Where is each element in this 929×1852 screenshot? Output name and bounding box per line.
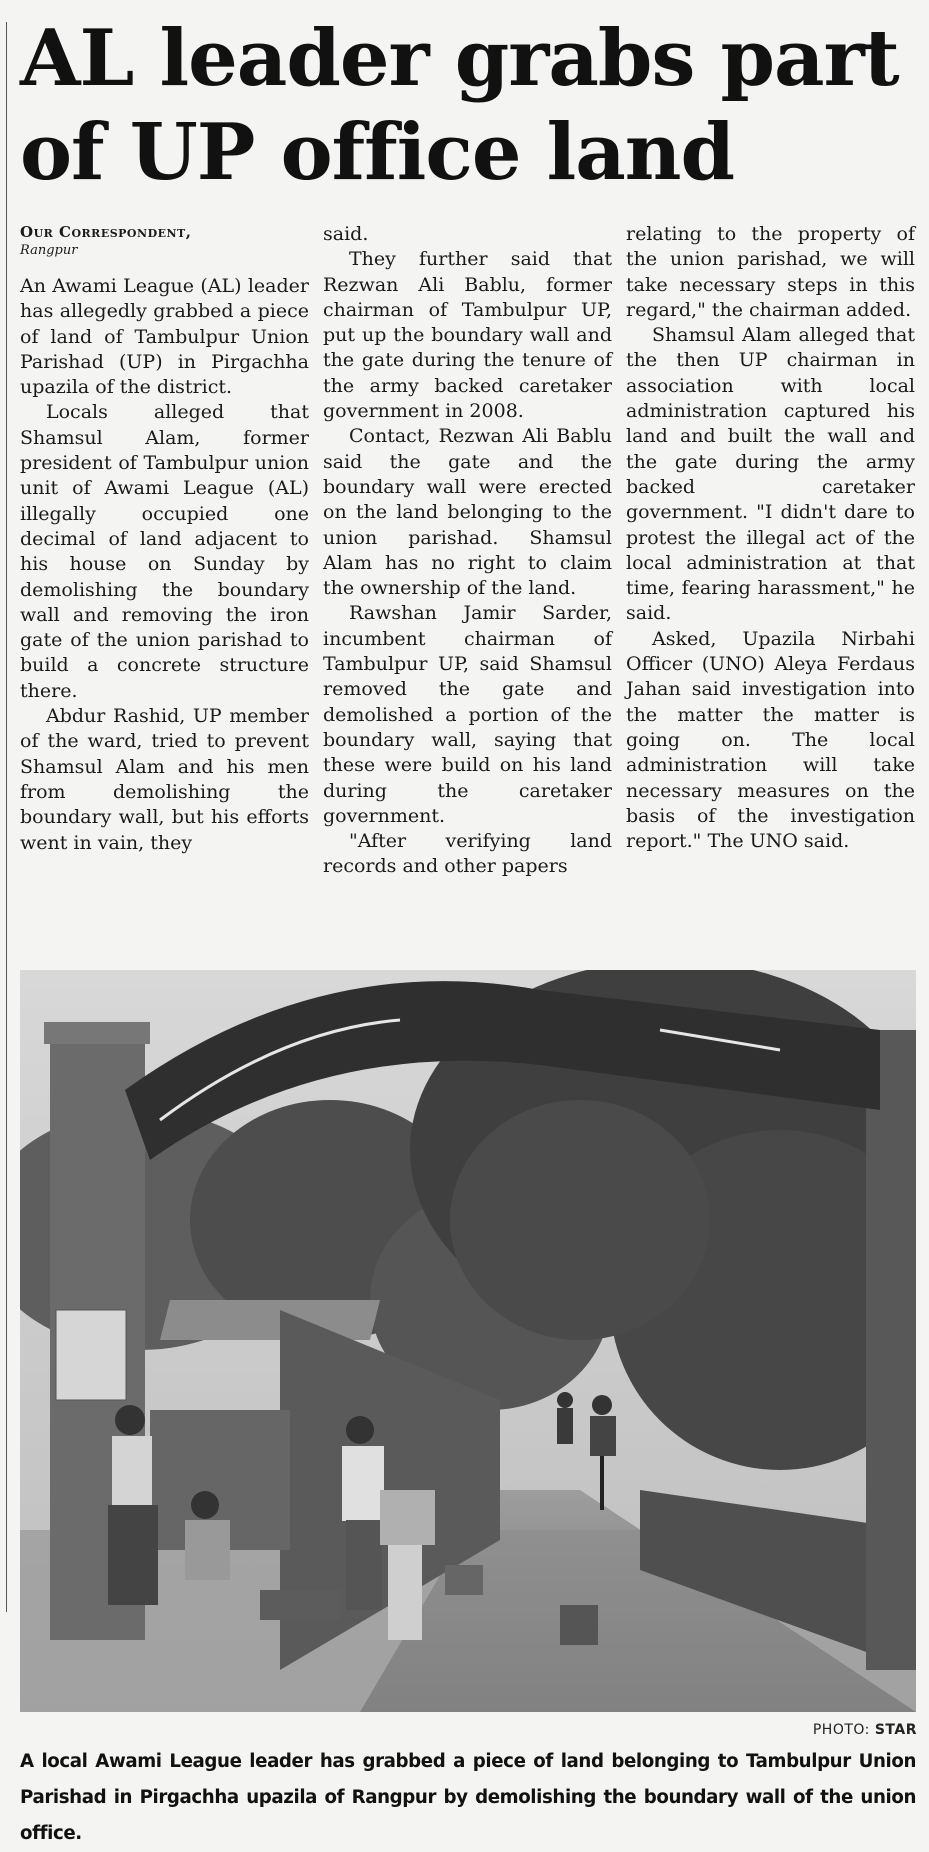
byline: Our Correspondent, (20, 223, 192, 241)
column-3 (626, 222, 915, 962)
paragraph: "After verifying land records and other papers (323, 830, 612, 878)
article-body (20, 222, 916, 962)
paragraph: Abdur Rashid, UP member of the ward, tried to prevent Shamsul Alam and his men from demolishing the boundary wall, but his efforts went in vain, they (20, 705, 309, 854)
photo-caption: A local Awami League leader has grabbed a piece of land belonging to Tambulpur Union Parishad in Pirgachha upazila of Rangpur by demolishing the boundary wall of the union office. (20, 1751, 916, 1844)
paragraph: An Awami League (AL) leader has allegedly grabbed a piece of land of Tambulpur Union Parishad (UP) in Pirgachha upazila of the district. (20, 275, 309, 399)
photo-credit (813, 1722, 917, 1738)
byline-place: Rangpur (20, 243, 78, 258)
paragraph: Contact, Rezwan Ali Bablu said the gate and the boundary wall were erected on the land belonging to the union parishad. Shamsul Alam has no right to claim the ownership of the land. (323, 425, 612, 600)
paragraph: relating to the property of the union parishad, we will take necessary steps in this regard," the chairman added. (626, 223, 915, 321)
paragraph: Rawshan Jamir Sarder, incumbent chairman of Tambulpur UP, said Shamsul removed the gate and demolished a portion of the boundary wall, saying that these were build on his land during the caretaker government. (323, 602, 612, 827)
paragraph: said. (323, 223, 369, 245)
photo-credit-source: STAR (874, 1722, 917, 1738)
news-photo (20, 970, 916, 1712)
column-2 (323, 222, 612, 962)
headline: AL leader grabs part of UP office land (20, 13, 899, 198)
paragraph: Locals alleged that Shamsul Alam, former president of Tambulpur union unit of Awami League (AL) illegally occupied one decimal of land adjacent to his house on Sunday by demolishing the boundary wall and removing the iron gate of the union parishad to build a concrete structure there. (20, 401, 309, 702)
paragraph: Asked, Upazila Nirbahi Officer (UNO) Aleya Ferdaus Jahan said investigation into the matter the matter is going on. The local administration will take necessary measures on the basis of the investigation report." The UNO said. (626, 627, 915, 853)
photo-credit-label: PHOTO: (812, 1722, 870, 1738)
paragraph: Shamsul Alam alleged that the then UP chairman in association with local administration captured his land and built the wall and the gate during the army backed caretaker government. "I didn't dare to protest the illegal act of the local administration at that time, fearing harassment," he said. (626, 324, 915, 625)
column-rule (6, 22, 7, 1612)
paragraph: They further said that Rezwan Ali Bablu, former chairman of Tambulpur UP, put up the boundary wall and the gate during the tenure of the army backed caretaker government in 2008. (323, 248, 612, 423)
column-1 (20, 222, 309, 962)
photo-illustration (20, 970, 916, 1712)
